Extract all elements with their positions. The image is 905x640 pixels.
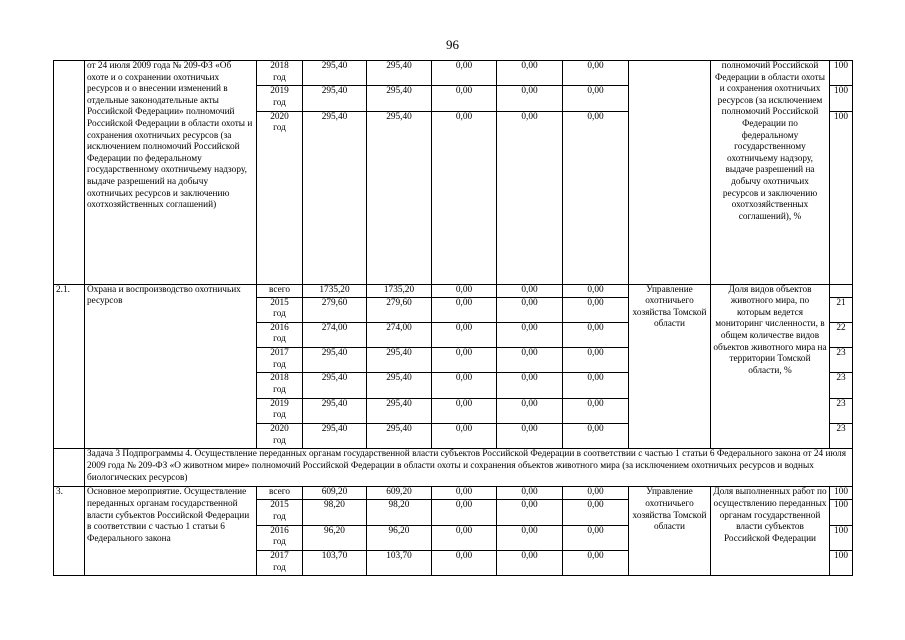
item-description: Основное мероприятие. Осуществление переданных органам государственной власти субъектов Российской Федерации в соответствии с частью 1 статьи 6 Федерального закона [85, 487, 257, 576]
other-sources: 0,00 [563, 550, 629, 575]
regional-budget: 295,40 [367, 373, 432, 398]
task-row [54, 449, 853, 487]
regional-budget: 295,40 [367, 61, 432, 86]
regional-budget: 295,40 [367, 348, 432, 373]
local-budget: 0,00 [497, 398, 563, 423]
local-budget: 0,00 [497, 297, 563, 322]
regional-budget: 295,40 [367, 424, 432, 449]
other-sources: 0,00 [563, 297, 629, 322]
year-unit: год [273, 385, 286, 396]
year-label: 2015 [270, 297, 289, 308]
indicator-value [830, 284, 853, 297]
other-sources: 0,00 [563, 111, 629, 284]
other-sources: 0,00 [563, 284, 629, 297]
executor [629, 61, 711, 285]
regional-budget: 279,60 [367, 297, 432, 322]
total-amount: 1735,20 [303, 284, 367, 297]
indicator-value: 100 [830, 525, 853, 550]
regional-budget: 295,40 [367, 86, 432, 111]
regional-budget: 1735,20 [367, 284, 432, 297]
total-amount: 103,70 [303, 550, 367, 575]
local-budget: 0,00 [497, 487, 563, 500]
total-amount: 295,40 [303, 398, 367, 423]
federal-budget: 0,00 [432, 322, 497, 347]
indicator-value: 21 [830, 297, 853, 322]
indicator-value: 23 [830, 424, 853, 449]
year-cell [257, 86, 303, 111]
total-amount: 274,00 [303, 322, 367, 347]
year-cell [257, 111, 303, 284]
year-label: 2018 [270, 373, 289, 384]
executor: Управление охотничьего хозяйства Томской области [629, 284, 711, 449]
regional-budget: 103,70 [367, 550, 432, 575]
regional-budget: 609,20 [367, 487, 432, 500]
year-unit: год [273, 309, 286, 320]
federal-budget: 0,00 [432, 550, 497, 575]
item-description: от 24 июля 2009 года № 209-ФЗ «Об охоте и о сохранении охотничьих ресурсов и о внесении изменений в отдельные законодательные акты Российской Федерации» полномочий Российской Федерации в области охоты и сохранения охотничьих ресурсов (за исключением полномочий Российской Федерации по федеральному государственному охотничьему надзору, выдаче разрешений на добычу охотничьих ресурсов и заключению охотхозяйственных соглашений) [85, 61, 257, 285]
other-sources: 0,00 [563, 322, 629, 347]
federal-budget: 0,00 [432, 111, 497, 284]
other-sources: 0,00 [563, 424, 629, 449]
total-amount: 98,20 [303, 500, 367, 525]
year-unit: год [273, 97, 286, 108]
year-cell [257, 525, 303, 550]
year-label: 2017 [270, 550, 289, 561]
other-sources: 0,00 [563, 525, 629, 550]
table-row [54, 284, 853, 297]
program-table [53, 60, 853, 576]
total-amount: 96,20 [303, 525, 367, 550]
year-label: всего [269, 487, 290, 498]
local-budget: 0,00 [497, 61, 563, 86]
total-amount: 295,40 [303, 424, 367, 449]
year-cell [257, 61, 303, 86]
local-budget: 0,00 [497, 322, 563, 347]
local-budget: 0,00 [497, 424, 563, 449]
task-spacer [54, 449, 85, 487]
year-unit: год [273, 123, 286, 134]
item-number: 2.1. [54, 284, 85, 449]
federal-budget: 0,00 [432, 297, 497, 322]
federal-budget: 0,00 [432, 284, 497, 297]
other-sources: 0,00 [563, 373, 629, 398]
other-sources: 0,00 [563, 348, 629, 373]
year-cell [257, 348, 303, 373]
year-label: 2019 [270, 86, 289, 97]
table-row [54, 61, 853, 86]
total-amount: 295,40 [303, 373, 367, 398]
local-budget: 0,00 [497, 348, 563, 373]
local-budget: 0,00 [497, 284, 563, 297]
year-unit: год [273, 435, 286, 446]
total-amount: 295,40 [303, 348, 367, 373]
year-label: 2020 [270, 111, 289, 122]
indicator-name: Доля видов объектов животного мира, по которым ведется мониторинг численности, в общем количестве видов объектов животного мира на территории Томской области, % [711, 284, 830, 449]
total-amount: 279,60 [303, 297, 367, 322]
local-budget: 0,00 [497, 550, 563, 575]
indicator-value: 23 [830, 348, 853, 373]
indicator-value: 23 [830, 398, 853, 423]
item-number [54, 61, 85, 285]
indicator-value: 100 [830, 111, 853, 284]
indicator-name: Доля выполненных работ по осуществлению переданных органам государственной власти субъектов Российской Федерации [711, 487, 830, 576]
executor: Управление охотничьего хозяйства Томской области [629, 487, 711, 576]
local-budget: 0,00 [497, 500, 563, 525]
year-cell [257, 550, 303, 575]
other-sources: 0,00 [563, 500, 629, 525]
item-number: 3. [54, 487, 85, 576]
other-sources: 0,00 [563, 487, 629, 500]
total-amount: 295,40 [303, 86, 367, 111]
regional-budget: 98,20 [367, 500, 432, 525]
year-label: 2020 [270, 424, 289, 435]
year-label: всего [269, 284, 290, 295]
total-amount: 295,40 [303, 61, 367, 86]
local-budget: 0,00 [497, 86, 563, 111]
other-sources: 0,00 [563, 398, 629, 423]
federal-budget: 0,00 [432, 86, 497, 111]
year-unit: год [273, 334, 286, 345]
year-unit: год [273, 537, 286, 548]
year-unit: год [273, 511, 286, 522]
year-cell [257, 322, 303, 347]
item-description: Охрана и воспроизводство охотничьих ресурсов [85, 284, 257, 449]
federal-budget: 0,00 [432, 398, 497, 423]
year-unit: год [273, 72, 286, 83]
year-unit: год [273, 562, 286, 573]
year-label: 2016 [270, 525, 289, 536]
year-cell [257, 373, 303, 398]
year-unit: год [273, 410, 286, 421]
federal-budget: 0,00 [432, 487, 497, 500]
year-cell [257, 424, 303, 449]
federal-budget: 0,00 [432, 348, 497, 373]
year-label: 2015 [270, 500, 289, 511]
page-number: 96 [446, 37, 459, 52]
other-sources: 0,00 [563, 61, 629, 86]
federal-budget: 0,00 [432, 500, 497, 525]
year-cell [257, 297, 303, 322]
local-budget: 0,00 [497, 111, 563, 284]
local-budget: 0,00 [497, 525, 563, 550]
indicator-value: 23 [830, 373, 853, 398]
indicator-value: 100 [830, 86, 853, 111]
regional-budget: 274,00 [367, 322, 432, 347]
year-label: 2018 [270, 61, 289, 71]
indicator-value: 100 [830, 61, 853, 86]
other-sources: 0,00 [563, 86, 629, 111]
year-cell [257, 284, 303, 297]
total-amount: 609,20 [303, 487, 367, 500]
indicator-value: 100 [830, 500, 853, 525]
regional-budget: 295,40 [367, 398, 432, 423]
local-budget: 0,00 [497, 373, 563, 398]
year-unit: год [273, 359, 286, 370]
indicator-value: 22 [830, 322, 853, 347]
year-label: 2016 [270, 322, 289, 333]
regional-budget: 96,20 [367, 525, 432, 550]
task-header: Задача 3 Подпрограммы 4. Осуществление переданных органам государственной власти субъектов Российской Федерации в соответствии с частью 1 статьи 6 Федерального закона от 24 июля 2009 года № 209-ФЗ «О животном мире» полномочий Российской Федерации в области охоты и сохранения объектов животного мира (за исключением охотничьих ресурсов и водных биологических ресурсов) [85, 449, 853, 487]
indicator-name: полномочий Российской Федерации в области охоты и сохранения охотничьих ресурсов (за исключением полномочий Российской Федерации по федеральному государственному охотничьему надзору, выдаче разрешений на добычу охотничьих ресурсов и заключению охотхозяйственных соглашений), % [711, 61, 830, 285]
indicator-value: 100 [830, 487, 853, 500]
federal-budget: 0,00 [432, 61, 497, 86]
year-label: 2019 [270, 398, 289, 409]
total-amount: 295,40 [303, 111, 367, 284]
year-label: 2017 [270, 348, 289, 359]
year-cell [257, 398, 303, 423]
federal-budget: 0,00 [432, 525, 497, 550]
federal-budget: 0,00 [432, 424, 497, 449]
regional-budget: 295,40 [367, 111, 432, 284]
year-cell [257, 500, 303, 525]
federal-budget: 0,00 [432, 373, 497, 398]
year-cell [257, 487, 303, 500]
indicator-value: 100 [830, 550, 853, 575]
table-row [54, 487, 853, 500]
